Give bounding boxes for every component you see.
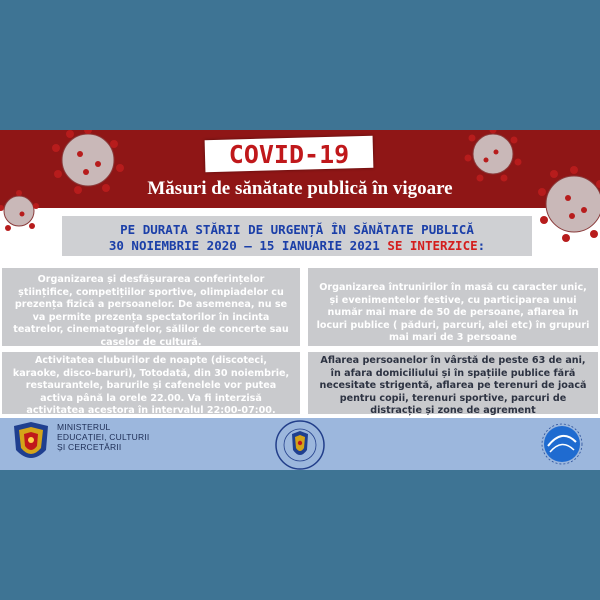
page-subtitle: Măsuri de sănătate publică în vigoare [147, 178, 453, 199]
rule-cell-4: Aflarea persoanelor în vârstă de peste 63 de ani, în afara domiciliului și în spațiile publice fără necesitate strigentă, aflarea pe terenuri de joacă pentru copii, terenuri sportive, parcuri de distracție și zone de agrement [308, 352, 598, 414]
page-title: COVID-19 [228, 140, 350, 169]
organization-logo-icon [538, 420, 586, 468]
rule-cell-2: Organizarea întrunirilor în masă cu caracter unic, și evenimentelor festive, cu participarea unui număr mai mare de 50 de persoane, aflarea în locuri publice ( păduri, parcuri, alei etc) în grupuri mai mari de 3 persoane [308, 268, 598, 346]
chisinau-city-hall-seal-icon [268, 418, 332, 470]
ministry-name [57, 422, 149, 452]
notice-highlight: SE INTERZICE [387, 238, 478, 253]
notice-dates: 30 NOIEMBRIE 2020 – 15 IANUARIE 2021 [108, 238, 380, 253]
ministry-line-1: MINISTERUL [57, 422, 111, 432]
notice-line-1: PE DURATA STĂRII DE URGENȚĂ ÎN SĂNĂTATE PUBLICĂ [120, 222, 474, 237]
ministry-line-2: EDUCAȚIEI, CULTURII [57, 432, 150, 442]
notice-line-2 [62, 238, 532, 253]
ministry-line-3: ȘI CERCETĂRII [57, 442, 122, 452]
rule-cell-1: Organizarea și desfășurarea conferințelor științifice, competițiilor sportive, olimpiadelor cu prezența fizică a persoanelor. De asemenea, nu se va permite prezența spectatorilor în incinta teatrelor, cinematografelor, sălilor de concerte sau caselor de cultură. [2, 268, 300, 346]
moldova-coat-of-arms-icon [10, 420, 52, 468]
notice-colon: : [477, 238, 486, 253]
poster [0, 130, 600, 470]
rule-cell-3: Activitatea cluburilor de noapte (discoteci, karaoke, disco-baruri), Totodată, din 30 noiembrie, restaurantele, barurile și cafenelele vor putea activa până la orele 22.00. Va fi interzisă activitatea acestora în intervalul 22:00-07:00. [2, 352, 300, 414]
virus-illustration-right-large [532, 158, 600, 250]
